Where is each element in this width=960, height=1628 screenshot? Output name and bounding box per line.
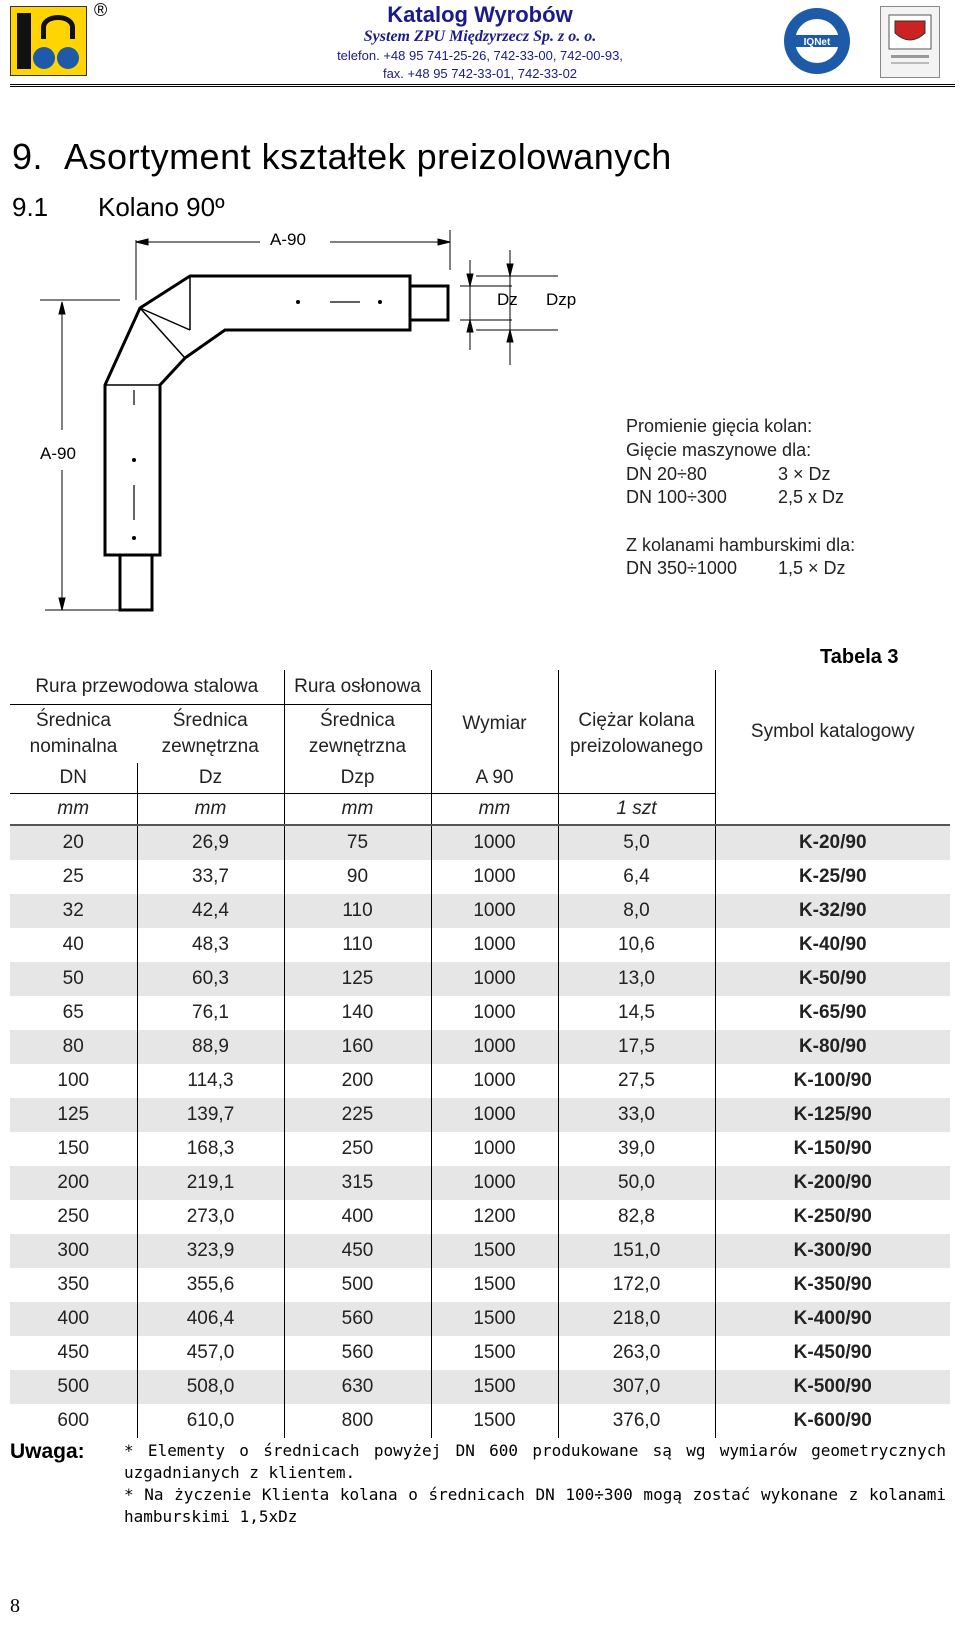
- unit-dn: mm: [10, 794, 137, 826]
- cell-dz: 76,1: [137, 996, 284, 1030]
- h-nominal-2: nominalna: [29, 736, 118, 757]
- cell-dzp: 450: [284, 1234, 431, 1268]
- table-row: [10, 1030, 950, 1064]
- unit-a90: mm: [431, 794, 558, 826]
- table-row: [10, 1098, 950, 1132]
- cell-symbol: K-200/90: [715, 1166, 950, 1200]
- cell-weight: 151,0: [558, 1234, 715, 1268]
- cell-dz: 355,6: [137, 1268, 284, 1302]
- cell-a90: 1000: [431, 928, 558, 962]
- cell-dn: 350: [10, 1268, 137, 1302]
- cell-weight: 6,4: [558, 860, 715, 894]
- sym-dz: Dz: [137, 763, 284, 794]
- logo-circle-left: [33, 47, 55, 69]
- dim-label-dz: Dz: [497, 290, 518, 309]
- cell-a90: 1000: [431, 962, 558, 996]
- cell-a90: 1000: [431, 1098, 558, 1132]
- table-row: [10, 825, 950, 860]
- cell-dn: 450: [10, 1336, 137, 1370]
- cell-a90: 1000: [431, 1166, 558, 1200]
- notes-body: [124, 1440, 946, 1528]
- cell-symbol: K-450/90: [793, 1342, 872, 1363]
- cell-symbol: K-300/90: [715, 1234, 950, 1268]
- unit-weight: 1 szt: [558, 794, 715, 826]
- cell-a90: 1000: [431, 996, 558, 1030]
- cell-symbol: K-100/90: [793, 1070, 872, 1091]
- cell-symbol: K-150/90: [793, 1138, 872, 1159]
- cell-symbol: K-350/90: [793, 1274, 872, 1295]
- h-nominal-1: Średnica: [36, 710, 111, 731]
- cell-dzp: 560: [284, 1336, 431, 1370]
- cell-a90: 1500: [431, 1302, 558, 1336]
- cell-weight: 218,0: [558, 1302, 715, 1336]
- cell-weight: 33,0: [558, 1098, 715, 1132]
- cell-weight: 82,8: [558, 1200, 715, 1234]
- cell-weight: 39,0: [558, 1132, 715, 1166]
- h-outer-1: Średnica: [172, 710, 248, 731]
- cell-dzp: 75: [284, 825, 431, 860]
- phone-line: telefon. +48 95 741-25-26, 742-33-00, 742-00-93,: [337, 48, 623, 63]
- certified-iqnet-seal: [782, 6, 852, 76]
- bend-row1-range: DN 20÷80: [626, 464, 707, 484]
- cell-dn: 65: [10, 996, 137, 1030]
- sym-dn: DN: [10, 763, 137, 794]
- bend-row3-range: DN 350÷1000: [626, 558, 737, 578]
- cell-dz: 139,7: [137, 1098, 284, 1132]
- cell-weight: 17,5: [558, 1030, 715, 1064]
- cell-dz: 114,3: [137, 1064, 284, 1098]
- cell-symbol: K-250/90: [793, 1206, 872, 1227]
- cell-dzp: 560: [284, 1302, 431, 1336]
- cell-dn: 80: [10, 1030, 137, 1064]
- fax-line: fax. +48 95 742-33-01, 742-33-02: [382, 66, 578, 81]
- cell-dzp: 90: [284, 860, 431, 894]
- table-row: [10, 1200, 950, 1234]
- cell-dz: 88,9: [137, 1030, 284, 1064]
- h-weight-2: preizolowanego: [569, 735, 704, 757]
- cell-dz: 60,3: [137, 962, 284, 996]
- company-name: System ZPU Międzyrzecz Sp. z o. o.: [363, 28, 597, 45]
- cell-weight: 10,6: [558, 928, 715, 962]
- logo-arc: [41, 15, 75, 39]
- cell-dn: 32: [10, 894, 137, 928]
- cell-a90: 1500: [431, 1370, 558, 1404]
- header-divider: [10, 84, 955, 87]
- table-row: [10, 1064, 950, 1098]
- table-row: [10, 894, 950, 928]
- cell-symbol: K-600/90: [793, 1410, 872, 1431]
- cell-a90: 1000: [431, 825, 558, 860]
- table-row: [10, 1268, 950, 1302]
- subsection-number: 9.1: [12, 192, 49, 222]
- sym-a90: A 90: [431, 763, 558, 794]
- cell-weight: 376,0: [558, 1404, 715, 1438]
- table-row: [10, 928, 950, 962]
- table-row: [10, 996, 950, 1030]
- cell-symbol: K-20/90: [715, 825, 950, 860]
- cell-weight: 50,0: [558, 1166, 715, 1200]
- h-symbol: Symbol katalogowy: [750, 720, 915, 742]
- section-title-text: Asortyment kształtek preizolowanych: [64, 136, 672, 177]
- note-2: * Na życzenie Klienta kolana o średnicach DN 100÷300 mogą zostać wykonane z kolanami hamburskimi 1,5xDz: [124, 1485, 946, 1526]
- cell-dzp: 315: [284, 1166, 431, 1200]
- bend-row1-value: 3 × Dz: [778, 464, 831, 484]
- subsection-title: [12, 192, 225, 223]
- table-row: [10, 1302, 950, 1336]
- cell-a90: 1000: [431, 1030, 558, 1064]
- cell-dzp: 225: [284, 1098, 431, 1132]
- cell-dn: 150: [10, 1132, 137, 1166]
- cell-weight: 172,0: [558, 1268, 715, 1302]
- cell-a90: 1500: [431, 1268, 558, 1302]
- cell-dz: 273,0: [137, 1200, 284, 1234]
- bend-machine-label: Gięcie maszynowe dla:: [626, 440, 812, 460]
- dim-label-top: A-90: [270, 230, 306, 249]
- cert-iqnet-text: IQNet: [803, 37, 831, 48]
- cell-symbol: K-500/90: [715, 1370, 950, 1404]
- cell-symbol: K-65/90: [798, 1002, 867, 1023]
- cell-dn: 20: [10, 825, 137, 860]
- cell-weight: 307,0: [558, 1370, 715, 1404]
- table-row: [10, 1404, 950, 1438]
- cell-dn: 25: [10, 860, 137, 894]
- quality-certificate-badge: [880, 6, 940, 78]
- cell-dn: 40: [10, 928, 137, 962]
- cell-dn: 250: [10, 1200, 137, 1234]
- cell-dn: 200: [10, 1166, 137, 1200]
- table-row: [10, 962, 950, 996]
- cell-dzp: 250: [284, 1132, 431, 1166]
- cell-dn: 100: [10, 1064, 137, 1098]
- bend-row2-range: DN 100÷300: [626, 487, 727, 507]
- unit-dz: mm: [137, 794, 284, 826]
- cell-symbol: K-80/90: [715, 1030, 950, 1064]
- catalog-title: Katalog Wyrobów: [387, 2, 573, 27]
- cell-dn: 125: [10, 1098, 137, 1132]
- company-logo: [10, 6, 87, 76]
- cell-dz: 219,1: [137, 1166, 284, 1200]
- table-row: [10, 1132, 950, 1166]
- cell-weight: 8,0: [558, 894, 715, 928]
- cell-symbol: K-400/90: [715, 1302, 950, 1336]
- section-number: 9.: [12, 136, 44, 177]
- cell-dz: 168,3: [137, 1132, 284, 1166]
- bend-row3-value: 1,5 × Dz: [778, 558, 846, 578]
- cell-dzp: 160: [284, 1030, 431, 1064]
- cell-weight: 27,5: [558, 1064, 715, 1098]
- cell-dn: 300: [10, 1234, 137, 1268]
- cell-a90: 1200: [431, 1200, 558, 1234]
- cell-dzp: 125: [284, 962, 431, 996]
- cell-dzp: 800: [284, 1404, 431, 1438]
- table-label: Tabela 3: [820, 646, 899, 668]
- cell-dn: 50: [10, 962, 137, 996]
- cell-dzp: 200: [284, 1064, 431, 1098]
- cell-a90: 1000: [431, 894, 558, 928]
- dim-label-left: A-90: [40, 444, 76, 463]
- subsection-title-text: Kolano 90º: [98, 192, 225, 222]
- logo-bar: [17, 13, 31, 69]
- unit-dzp: mm: [284, 794, 431, 826]
- cell-dz: 610,0: [137, 1404, 284, 1438]
- cell-a90: 1000: [431, 1064, 558, 1098]
- cell-symbol: K-125/90: [715, 1098, 950, 1132]
- cell-symbol: K-40/90: [798, 934, 867, 955]
- cell-dzp: 630: [284, 1370, 431, 1404]
- cell-a90: 1500: [431, 1404, 558, 1438]
- cell-dz: 323,9: [137, 1234, 284, 1268]
- cell-a90: 1000: [431, 860, 558, 894]
- note-1: * Elementy o średnicach powyżej DN 600 produkowane są wg wymiarów geometrycznych uzgadnianych z klientem.: [124, 1441, 946, 1482]
- cell-dn: 500: [10, 1370, 137, 1404]
- cell-dz: 48,3: [137, 928, 284, 962]
- bend-radius-title: Promienie gięcia kolan:: [626, 416, 813, 436]
- h-casing-2: zewnętrzna: [308, 736, 407, 757]
- cell-a90: 1500: [431, 1234, 558, 1268]
- table-row: [10, 1370, 950, 1404]
- cell-symbol: K-32/90: [715, 894, 950, 928]
- dim-label-dzp: Dzp: [546, 290, 577, 309]
- cell-a90: 1500: [431, 1336, 558, 1370]
- cell-symbol: K-50/90: [715, 962, 950, 996]
- cell-weight: 13,0: [558, 962, 715, 996]
- h-casing-1: Średnica: [320, 710, 395, 731]
- h-outer-2: zewnętrzna: [161, 736, 259, 757]
- cell-dz: 42,4: [137, 894, 284, 928]
- cell-dn: 600: [10, 1404, 137, 1438]
- group-steel-pipe: Rura przewodowa stalowa: [10, 670, 284, 705]
- cell-a90: 1000: [431, 1132, 558, 1166]
- cell-dz: 508,0: [137, 1370, 284, 1404]
- bend-row2-value: 2,5 x Dz: [778, 487, 845, 507]
- logo-circle-right: [57, 47, 79, 69]
- notes-label: Uwaga:: [10, 1440, 85, 1463]
- cell-dz: 26,9: [137, 825, 284, 860]
- cell-dzp: 500: [284, 1268, 431, 1302]
- sym-dzp: Dzp: [284, 763, 431, 794]
- cell-symbol: K-25/90: [798, 866, 867, 887]
- section-title: [12, 136, 672, 178]
- h-weight-1: Ciężar kolana: [578, 709, 695, 731]
- table-row: [10, 1166, 950, 1200]
- registered-mark: ®: [94, 0, 108, 20]
- cell-dz: 406,4: [137, 1302, 284, 1336]
- cell-dzp: 400: [284, 1200, 431, 1234]
- cell-dz: 33,7: [137, 860, 284, 894]
- h-dimension: Wymiar: [431, 705, 558, 764]
- elbow-table: [10, 670, 950, 1438]
- cell-weight: 5,0: [558, 825, 715, 860]
- bend-hamburg-label: Z kolanami hamburskimi dla:: [626, 535, 856, 555]
- page-number: 8: [10, 1595, 20, 1617]
- cell-weight: 263,0: [558, 1336, 715, 1370]
- table-row: [10, 1336, 950, 1370]
- table-row: [10, 1234, 950, 1268]
- cell-dn: 400: [10, 1302, 137, 1336]
- cell-weight: 14,5: [558, 996, 715, 1030]
- table-row: [10, 860, 950, 894]
- cell-dzp: 110: [284, 894, 431, 928]
- cell-dz: 457,0: [137, 1336, 284, 1370]
- cell-dzp: 140: [284, 996, 431, 1030]
- cell-dzp: 110: [284, 928, 431, 962]
- group-casing-pipe: Rura osłonowa: [284, 670, 431, 705]
